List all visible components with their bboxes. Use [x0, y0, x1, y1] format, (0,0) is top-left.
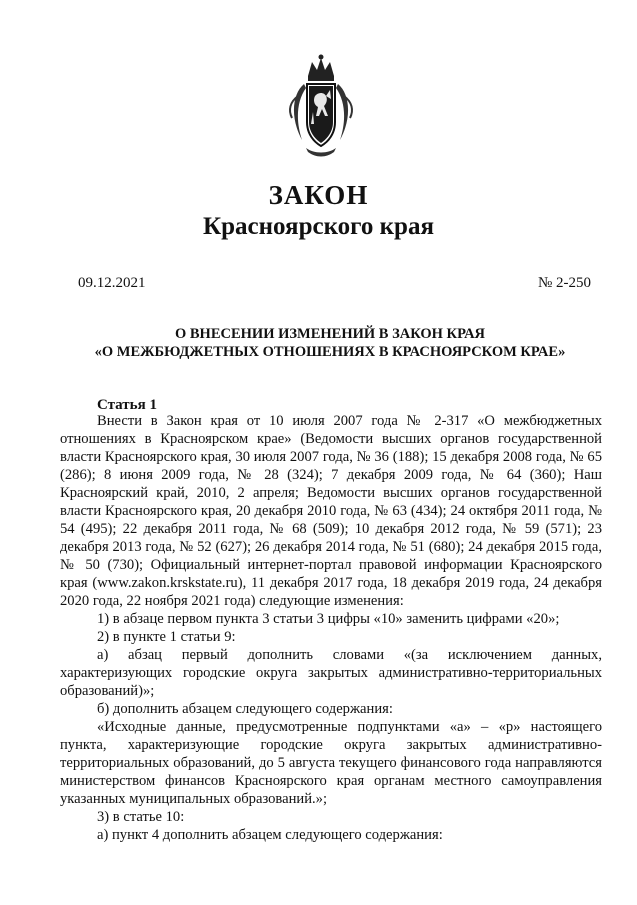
- law-heading-line-2: «О МЕЖБЮДЖЕТНЫХ ОТНОШЕНИЯХ В КРАСНОЯРСКОМ КРАЕ»: [94, 344, 566, 360]
- paragraph: а) абзац первый дополнить словами «(за исключением данных, характеризующих городские округа закрытых административно-территориальных образований)»;: [60, 647, 602, 699]
- paragraph: 3) в статье 10:: [97, 809, 185, 825]
- document-date: 09.12.2021: [78, 275, 146, 291]
- paragraph: б) дополнить абзацем следующего содержания:: [97, 701, 393, 717]
- article-title: Статья 1: [97, 397, 157, 413]
- law-heading: [60, 325, 600, 361]
- paragraph: 1) в абзаце первом пункта 3 статьи 3 цифры «10» заменить цифрами «20»;: [97, 611, 560, 627]
- paragraph: 2) в пункте 1 статьи 9:: [97, 629, 236, 645]
- article-body: [60, 412, 602, 844]
- document-subtitle: Красноярского края: [203, 213, 434, 240]
- paragraph: «Исходные данные, предусмотренные подпунктами «а» – «р» настоящего пункта, характеризующие городские округа закрытых административно-территориальных образований, до 5 августа текущего финансового года направляются министерством финансов Красноярского края органам местного самоуправления указанных муниципальных образований.»;: [60, 719, 602, 807]
- document-number: № 2-250: [537, 275, 591, 291]
- paragraph: Внести в Закон края от 10 июля 2007 года № 2-317 «О межбюджетных отношениях в Красноярском крае» (Ведомости высших органов государственной власти Красноярского края, 30 июля 2007 года, № 36 (188); 15 декабря 2008 года, № 65 (286); 8 июня 2009 года, № 28 (324); 7 декабря 2009 года, № 64 (360); Наш Красноярский край, 2010, 2 апреля; Ведомости высших органов государственной власти Красноярского края, 20 декабря 2010 года, № 63 (434); 24 октября 2011 года, № 54 (495); 22 декабря 2011 года, № 68 (509); 10 декабря 2012 года, № 59 (571); 23 декабря 2013 года, № 52 (627); 26 декабря 2014 года, № 51 (680); 24 декабря 2015 года, № 50 (730); Официальный интернет-портал правовой информации Красноярского края (www.zakon.krskstate.ru), 11 декабря 2017 года, 18 декабря 2019 года, 24 декабря 2020 года, 22 ноября 2021 года) следующие изменения:: [60, 413, 602, 609]
- document-title: ЗАКОН: [268, 180, 369, 210]
- coat-of-arms-icon: [286, 52, 356, 162]
- paragraph: а) пункт 4 дополнить абзацем следующего содержания:: [97, 827, 443, 843]
- law-heading-line-1: О ВНЕСЕНИИ ИЗМЕНЕНИЙ В ЗАКОН КРАЯ: [174, 326, 486, 342]
